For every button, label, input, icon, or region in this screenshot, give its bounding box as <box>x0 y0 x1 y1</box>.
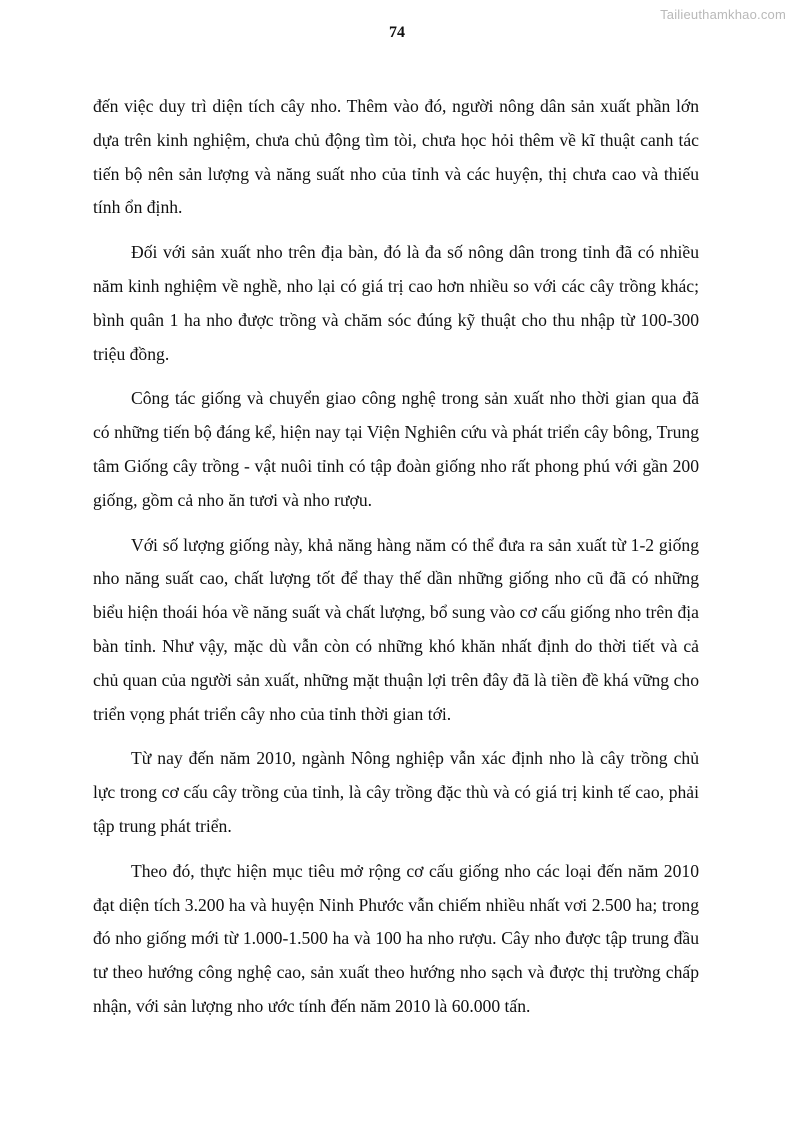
paragraph-3: Công tác giống và chuyển giao công nghệ trong sản xuất nho thời gian qua đã có những tiến bộ đáng kể, hiện nay tại Viện Nghiên cứu và phát triển cây bông, Trung tâm Giống cây trồng - vật nuôi tỉnh có tập đoàn giống nho rất phong phú với gần 200 giống, gồm cả nho ăn tươi và nho rượu. <box>93 388 699 510</box>
page-number: 74 <box>389 24 405 41</box>
document-body <box>93 90 699 1035</box>
paragraph-6: Theo đó, thực hiện mục tiêu mở rộng cơ cấu giống nho các loại đến năm 2010 đạt diện tích 3.200 ha và huyện Ninh Phước vẫn chiếm nhiều nhất vơi 2.500 ha; trong đó nho giống mới từ 1.000-1.500 ha và 100 ha nho rượu. Cây nho được tập trung đầu tư theo hướng công nghệ cao, sản xuất theo hướng nho sạch và được thị trường chấp nhận, với sản lượng nho ước tính đến năm 2010 là 60.000 tấn. <box>93 860 699 1016</box>
watermark-text: Tailieuthamkhao.com <box>660 7 786 22</box>
paragraph-4: Với số lượng giống này, khả năng hàng năm có thể đưa ra sản xuất từ 1-2 giống nho năng suất cao, chất lượng tốt để thay thế dần những giống nho cũ đã có những biểu hiện thoái hóa về năng suất và chất lượng, bổ sung vào cơ cấu giống nho trên địa bàn tỉnh. Như vậy, mặc dù vẫn còn có những khó khăn nhất định do thời tiết và cả chủ quan của người sản xuất, những mặt thuận lợi trên đây đã là tiền đề khá vững cho triển vọng phát triển cây nho của tỉnh thời gian tới. <box>93 534 699 724</box>
paragraph-1: đến việc duy trì diện tích cây nho. Thêm vào đó, người nông dân sản xuất phần lớn dựa trên kinh nghiệm, chưa chủ động tìm tòi, chưa học hỏi thêm về kĩ thuật canh tác tiến bộ nên sản lượng và năng suất nho của tỉnh và các huyện, thị chưa cao và thiếu tính ổn định. <box>93 96 699 218</box>
paragraph-5: Từ nay đến năm 2010, ngành Nông nghiệp vẫn xác định nho là cây trồng chủ lực trong cơ cấu cây trồng của tỉnh, là cây trồng đặc thù và có giá trị kinh tế cao, phải tập trung phát triển. <box>93 748 699 836</box>
paragraph-2: Đối với sản xuất nho trên địa bàn, đó là đa số nông dân trong tỉnh đã có nhiều năm kinh nghiệm về nghề, nho lại có giá trị cao hơn nhiều so với các cây trồng khác; bình quân 1 ha nho được trồng và chăm sóc đúng kỹ thuật cho thu nhập từ 100-300 triệu đồng. <box>93 242 699 364</box>
